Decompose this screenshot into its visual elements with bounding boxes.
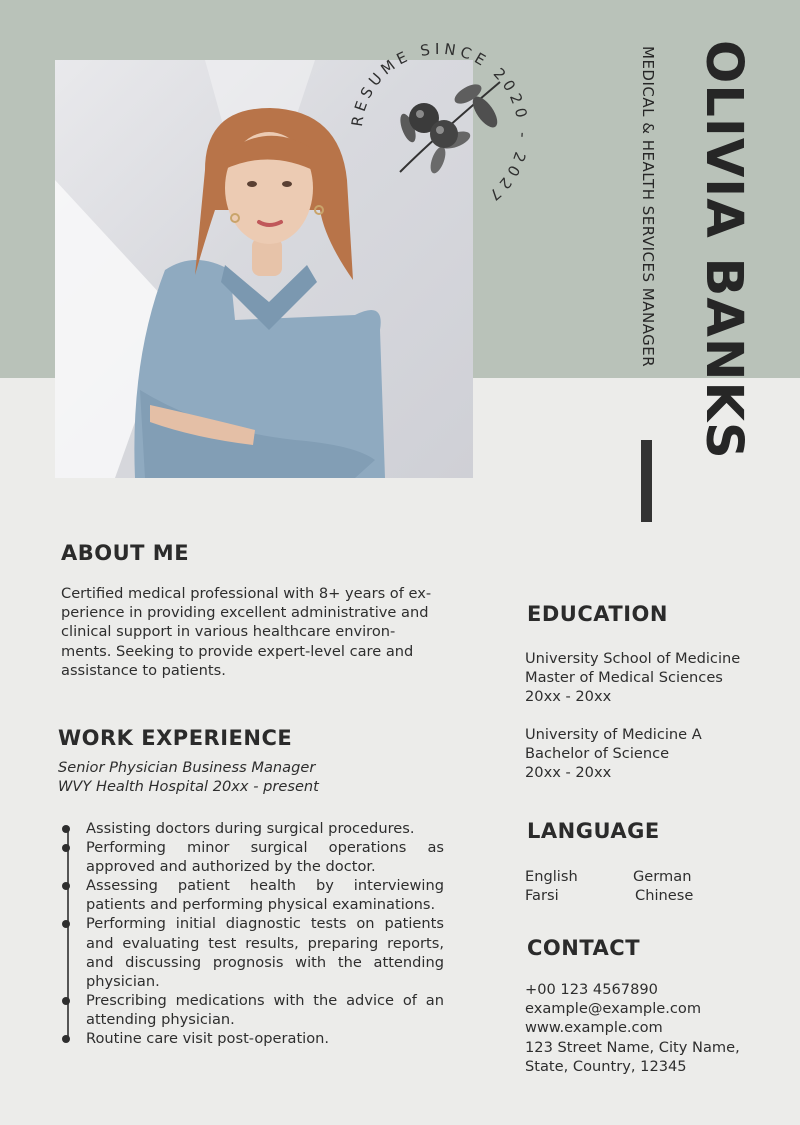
emblem-text: RESUME SINCE 2020 - 2027 — [347, 39, 533, 207]
contact-address-line2: State, Country, 12345 — [525, 1057, 687, 1075]
about-line: ments. Seeking to provide expert-level care and — [61, 642, 414, 660]
about-heading: ABOUT ME — [61, 541, 190, 565]
about-line: assistance to patients. — [61, 661, 226, 679]
resume-since-emblem — [340, 32, 540, 232]
language-item: German — [633, 868, 692, 885]
contact-website: www.example.com — [525, 1019, 663, 1037]
education-entry — [525, 649, 775, 707]
language-item: English — [525, 868, 578, 885]
list-item: Prescribing medications with the advice of an attending physician. — [86, 991, 444, 1029]
contact-address-line1: 123 Street Name, City Name, — [525, 1038, 740, 1056]
work-heading: WORK EXPERIENCE — [58, 726, 293, 750]
education-heading: EDUCATION — [527, 602, 668, 626]
education-entry — [525, 725, 775, 783]
about-line: clinical support in various healthcare environ- — [61, 623, 396, 641]
duties-list — [86, 819, 444, 1048]
language-item: Farsi — [525, 887, 559, 905]
language-item: Chinese — [635, 887, 694, 905]
contact-info — [525, 980, 775, 1076]
job-title: MEDICAL & HEALTH SERVICES MANAGER — [639, 46, 657, 368]
education-years: 20xx - 20xx — [525, 764, 612, 782]
list-item: Routine care visit post-operation. — [86, 1029, 444, 1048]
contact-heading: CONTACT — [527, 936, 641, 960]
education-degree: Master of Medical Sciences — [525, 669, 723, 687]
bullet-dot-icon — [62, 1035, 70, 1043]
about-text — [61, 584, 445, 680]
contact-phone: +00 123 4567890 — [525, 981, 658, 998]
about-line: Certified medical professional with 8+ years of ex- — [61, 585, 432, 602]
bullet-dot-icon — [62, 997, 70, 1005]
about-line: perience in providing excellent administrative and — [61, 604, 429, 622]
education-school: University of Medicine A — [525, 726, 702, 743]
list-item: Performing initial diagnostic tests on patients and evaluating test results, preparing reports, and discussing prognosis with the attending physician. — [86, 914, 444, 990]
title-accent-bar — [641, 440, 652, 522]
bullet-dot-icon — [62, 825, 70, 833]
language-heading: LANGUAGE — [527, 819, 660, 843]
list-item: Assessing patient health by interviewing patients and performing physical examinations. — [86, 876, 444, 914]
list-item: Assisting doctors during surgical procedures. — [86, 819, 444, 838]
education-school: University School of Medicine — [525, 650, 741, 667]
candidate-name: OLIVIA BANKS — [694, 40, 753, 460]
olive-branch-icon — [397, 80, 502, 175]
language-list — [525, 867, 745, 905]
job-summary — [58, 758, 458, 796]
duties-timeline — [66, 828, 70, 1040]
job-employer: WVY Health Hospital 20xx - present — [58, 778, 319, 796]
list-item: Performing minor surgical operations as approved and authorized by the doctor. — [86, 838, 444, 876]
education-years: 20xx - 20xx — [525, 688, 612, 706]
education-degree: Bachelor of Science — [525, 745, 670, 763]
contact-email: example@example.com — [525, 1000, 702, 1018]
job-position: Senior Physician Business Manager — [58, 759, 316, 776]
